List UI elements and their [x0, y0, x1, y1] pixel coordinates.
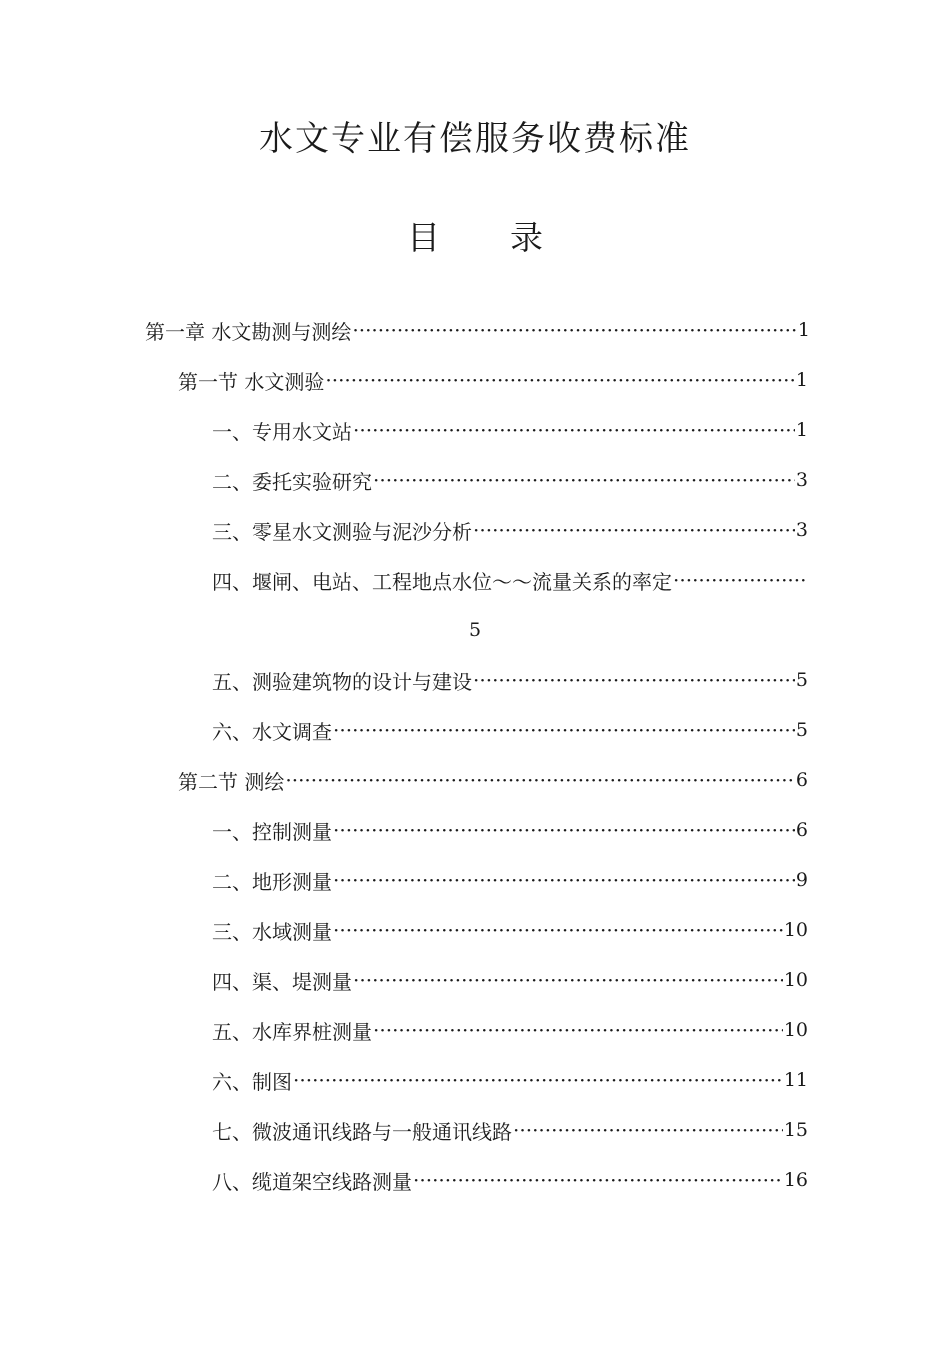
toc-entry-item[interactable] — [212, 955, 808, 1005]
toc-leader-dots — [333, 818, 795, 842]
toc-leader-dots — [293, 1068, 783, 1092]
toc-leader-dots — [333, 718, 795, 742]
toc-entry-label: 六、水文调查 — [212, 719, 332, 744]
toc-entry-label: 八、缆道架空线路测量 — [212, 1169, 412, 1194]
toc-entry-section-1[interactable] — [178, 355, 808, 405]
toc-entry-page: 1 — [795, 419, 808, 441]
toc-entry-page: 5 — [795, 719, 808, 741]
toc-leader-dots — [473, 668, 795, 692]
toc-leader-dots — [353, 968, 783, 992]
toc-entry-item[interactable] — [212, 455, 808, 505]
toc-entry-label: 三、水域测量 — [212, 919, 332, 944]
toc-entry-label: 第一节 水文测验 — [178, 369, 325, 394]
toc-heading-left: 目 — [407, 218, 440, 257]
toc-entry-label: 一、专用水文站 — [212, 419, 352, 444]
toc-entry-label: 七、微波通讯线路与一般通讯线路 — [212, 1119, 512, 1144]
toc-entry-label: 五、测验建筑物的设计与建设 — [212, 669, 472, 694]
toc-entry-item[interactable] — [212, 1155, 808, 1205]
toc-entry-page: 5 — [795, 669, 808, 691]
toc-entry-label: 五、水库界桩测量 — [212, 1019, 372, 1044]
toc-entry-item[interactable] — [212, 805, 808, 855]
toc-entry-item[interactable] — [212, 505, 808, 555]
toc-entry-page: 6 — [795, 769, 808, 791]
toc-leader-dots — [353, 418, 795, 442]
toc-leader-dots — [513, 1118, 783, 1142]
toc-entry-item[interactable] — [212, 1105, 808, 1155]
toc-entry-page: 9 — [795, 869, 808, 891]
toc-entry-page: 10 — [783, 969, 808, 991]
toc-entry-section-2[interactable] — [178, 755, 808, 805]
toc-entry-page: 10 — [783, 919, 808, 941]
toc-entry-item[interactable] — [212, 905, 808, 955]
toc-entry-label: 一、控制测量 — [212, 819, 332, 844]
toc-entry-chapter-1[interactable] — [145, 305, 810, 355]
toc-entry-label: 六、制图 — [212, 1069, 292, 1094]
toc-entry-page: 11 — [783, 1069, 808, 1091]
toc-entry-page: 16 — [783, 1169, 808, 1191]
toc-entry-page: 3 — [795, 519, 808, 541]
toc-heading-right: 录 — [510, 218, 543, 257]
toc-entry-page: 3 — [795, 469, 808, 491]
toc-entry-item[interactable] — [212, 555, 808, 605]
toc-leader-dots — [352, 318, 797, 342]
toc-leader-dots — [673, 568, 807, 592]
toc-leader-dots — [333, 868, 795, 892]
toc-leader-dots — [373, 468, 795, 492]
toc-entry-label: 四、堰闸、电站、工程地点水位～～流量关系的率定 — [212, 569, 672, 594]
toc-leader-dots — [333, 918, 783, 942]
toc-entry-page: 1 — [795, 369, 808, 391]
toc-leader-dots — [285, 768, 795, 792]
toc-entry-label: 三、零星水文测验与泥沙分析 — [212, 519, 472, 544]
toc-leader-dots — [325, 368, 795, 392]
document-title: 水文专业有偿服务收费标准 — [259, 119, 691, 159]
toc-entry-item[interactable] — [212, 705, 808, 755]
toc-entry-item[interactable] — [212, 855, 808, 905]
toc-entry-label: 第二节 测绘 — [178, 769, 285, 794]
toc-entry-label: 二、委托实验研究 — [212, 469, 372, 494]
toc-entry-label: 四、渠、堤测量 — [212, 969, 352, 994]
toc-entry-item[interactable] — [212, 655, 808, 705]
toc-entry-label: 二、地形测量 — [212, 869, 332, 894]
toc-entry-item[interactable] — [212, 1005, 808, 1055]
toc-leader-dots — [473, 518, 795, 542]
toc-entry-wrapped-page: 5 — [468, 619, 482, 641]
toc-entry-page: 15 — [783, 1119, 808, 1141]
toc-entry-item[interactable] — [212, 1055, 808, 1105]
toc-entry-page: 1 — [797, 319, 810, 341]
toc-entry-page: 6 — [795, 819, 808, 841]
toc-entry-page: 10 — [783, 1019, 808, 1041]
toc-leader-dots — [413, 1168, 783, 1192]
toc-entry-item[interactable] — [212, 405, 808, 455]
toc-heading — [0, 212, 950, 264]
toc-leader-dots — [373, 1018, 783, 1042]
toc-entry-label: 第一章 水文勘测与测绘 — [145, 319, 352, 344]
